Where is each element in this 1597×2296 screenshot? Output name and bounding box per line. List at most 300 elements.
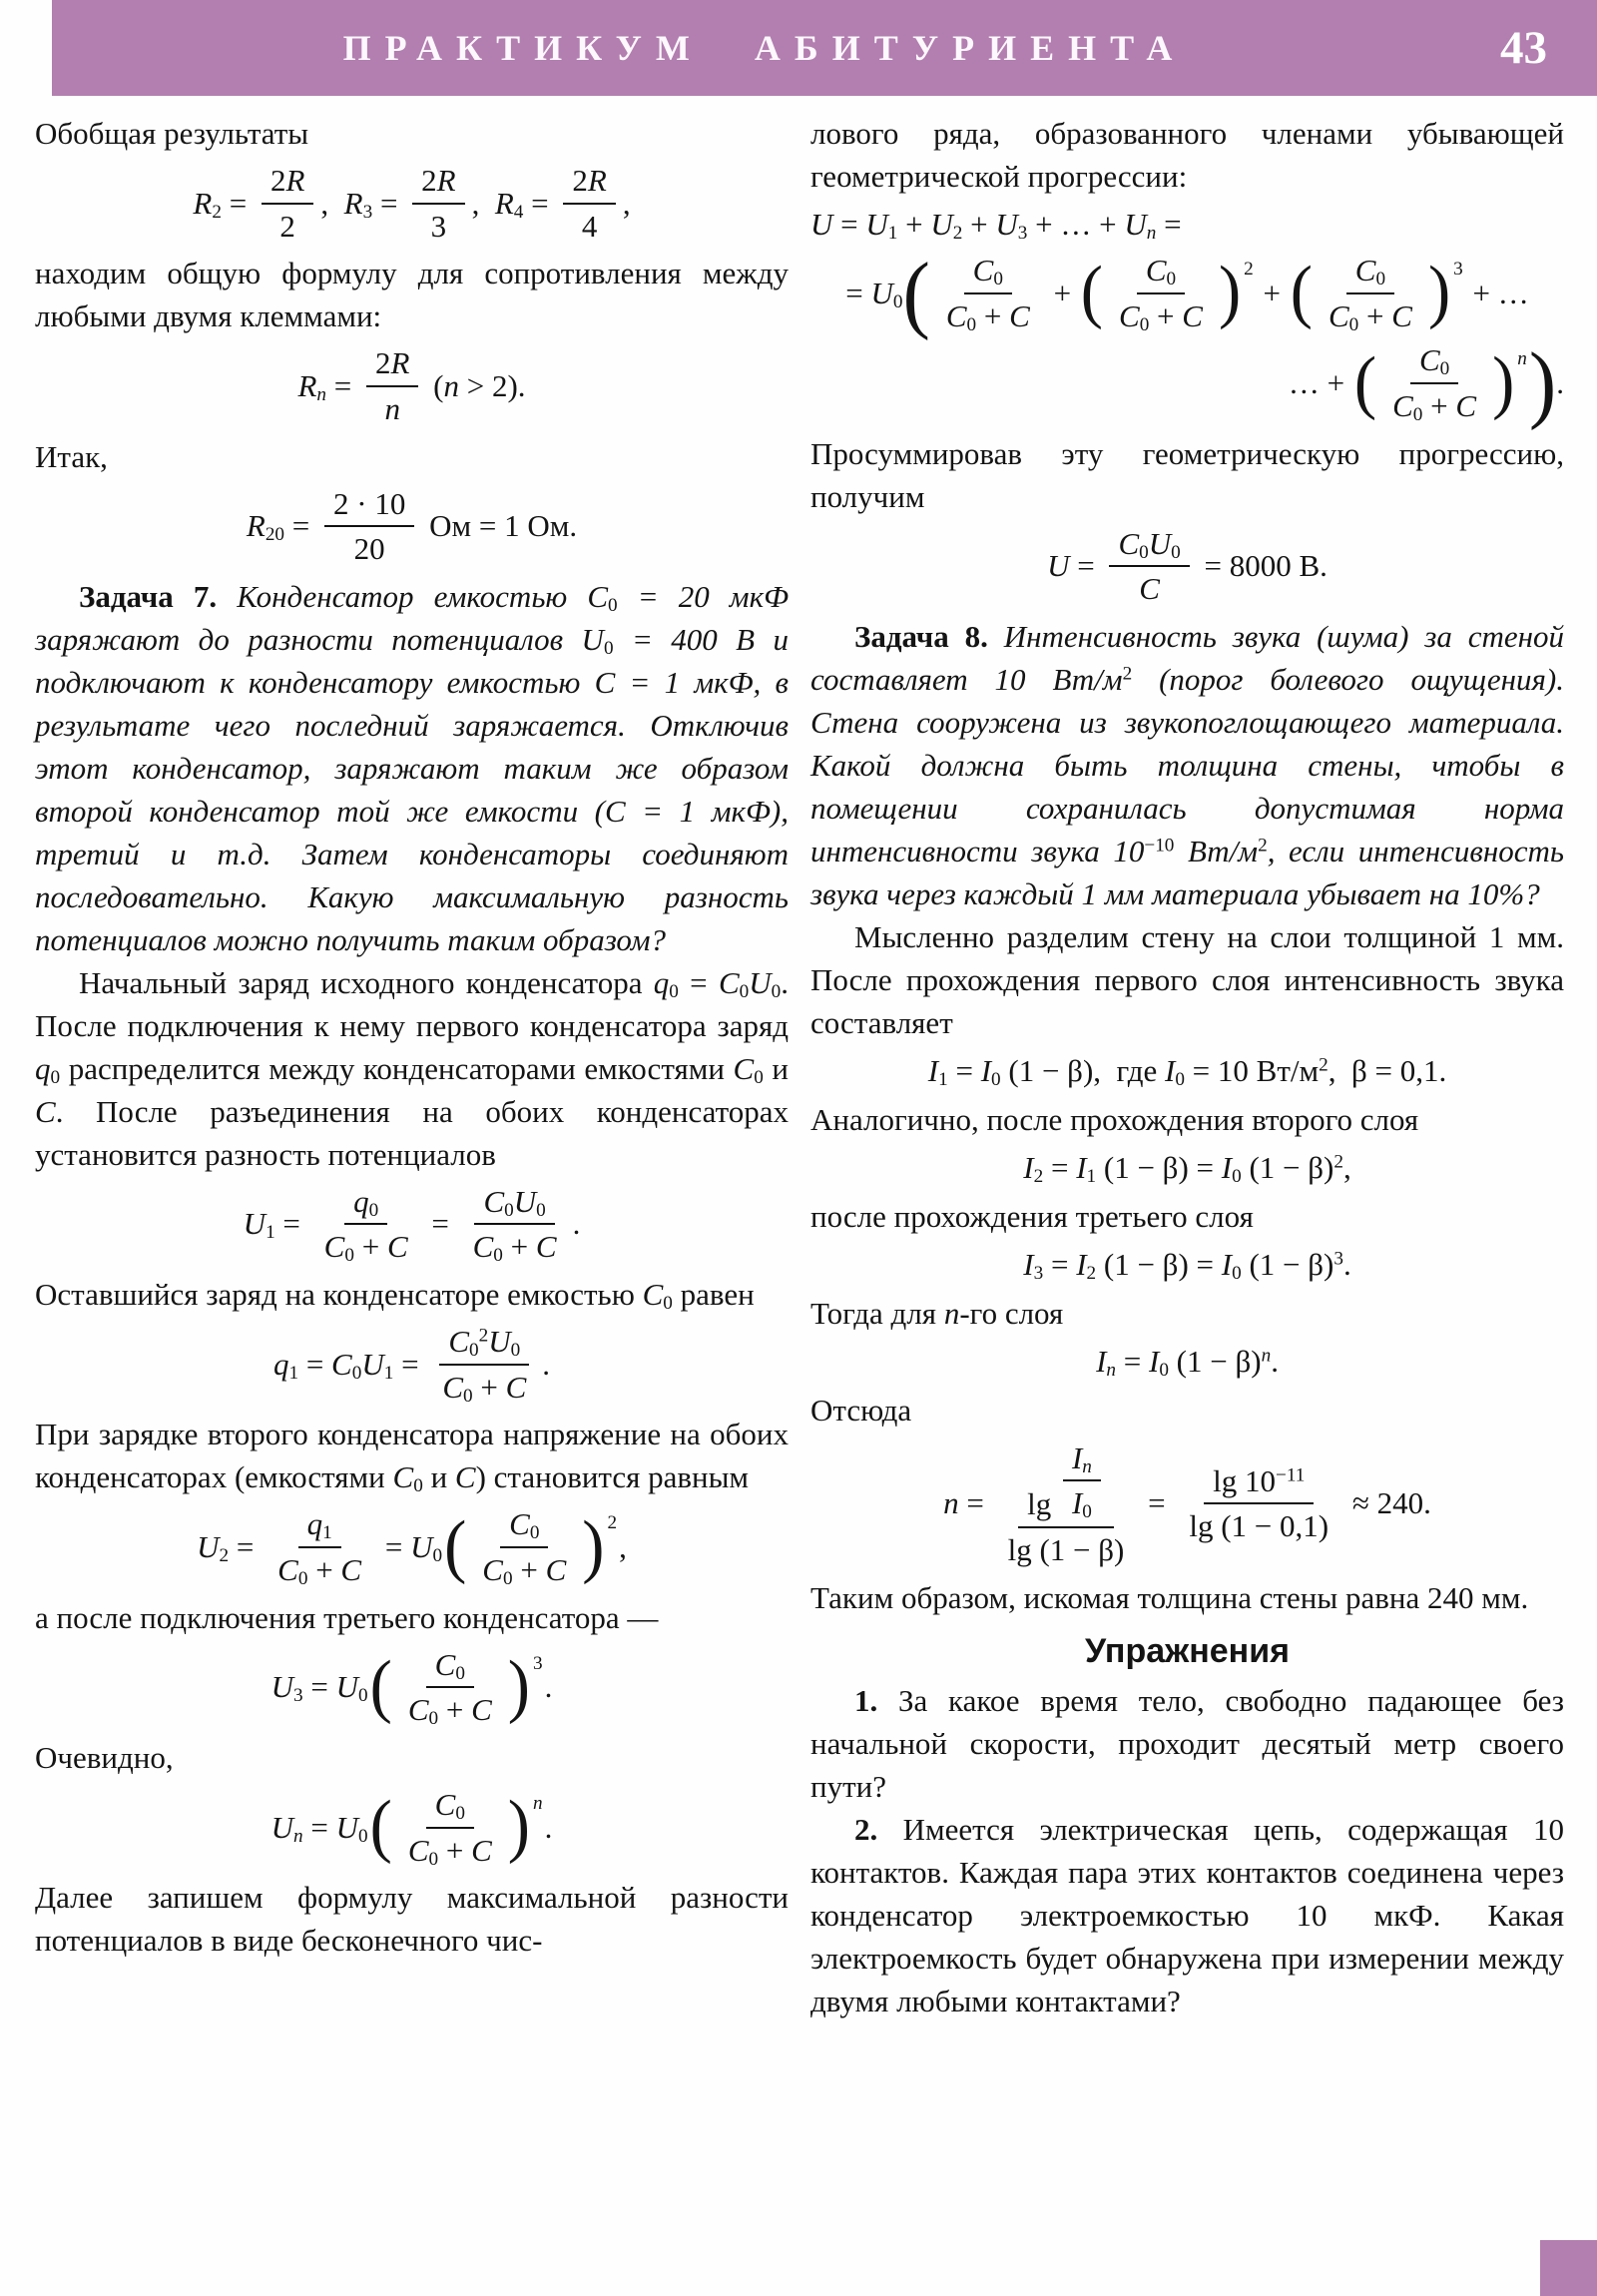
subscript: 1 [288,1362,299,1384]
text: U [581,621,604,657]
numerator [426,1786,474,1829]
text: Интенсивность звука (шума) за стеной составляет 10 [810,618,1564,697]
text: = [372,185,406,221]
subscript: 0 [358,1685,368,1707]
text: U [870,275,893,310]
exponent: 3 [533,1652,543,1674]
text: n [943,1295,960,1331]
text: I [1096,1343,1107,1379]
subscript: 2 [1086,1262,1097,1284]
text: U [410,1529,433,1565]
text: n [943,1485,959,1521]
formula-block [35,1505,789,1588]
text: + [1149,297,1183,333]
superscript: −10 [1144,835,1175,857]
text: + [502,1229,536,1265]
paragraph [810,1808,1564,2022]
text: q [306,1506,323,1542]
text: 2 [279,208,295,244]
text: R [587,163,607,198]
text: = [302,1809,336,1845]
text: = [678,964,719,1000]
text-run [973,253,1003,288]
text-run [435,1787,465,1823]
text-run [1047,546,1102,586]
text: I [1221,1149,1233,1185]
fraction [1110,252,1212,334]
paragraph [810,1389,1564,1432]
text-run [1072,1440,1092,1476]
superscript: 2 [1333,1151,1343,1173]
paragraph [810,1679,1564,1808]
text: C [1328,297,1349,333]
subscript: 2 [952,222,963,244]
text-run [810,919,1564,1040]
text: = [1156,207,1182,242]
subscript: 0 [966,313,977,335]
text: U [270,1809,294,1845]
text: + [1422,387,1456,423]
text: + [897,207,931,242]
fraction [563,162,615,245]
text: C [448,1324,470,1360]
text: (1 − β) [1241,1246,1334,1282]
corner-decoration [1540,2240,1597,2296]
text: Конденсатор емкостью [237,578,588,614]
open-paren: ( [1080,254,1103,331]
subscript: 0 [413,1475,423,1497]
fraction [999,1438,1134,1569]
text: , [1342,1149,1351,1185]
text-run [320,184,405,224]
text: . [572,1206,581,1242]
exponent: n [533,1792,543,1814]
text: U [488,1324,511,1360]
page-title: ПРАКТИКУМ АБИТУРИЕНТА [342,28,1187,68]
formula-block [810,244,1564,341]
text: = [1069,548,1103,584]
paren-group [1291,252,1463,334]
text-run [1023,1148,1350,1188]
subscript: 2 [212,201,222,223]
text: I [1023,1246,1034,1282]
formula-block [810,1342,1564,1382]
text-run [35,1277,755,1312]
text-run [810,205,1182,245]
denominator [270,205,304,246]
subscript: 0 [351,1362,362,1384]
text: lg (1 − 0,1) [1189,1508,1330,1544]
paragraph [810,915,1564,1044]
text: I [1023,1149,1034,1185]
text: = 1 мкФ, в результате чего последний заряжается. Отключив этот конденсатор, заряжают таким же образом второй конденсатор той же емкости ( [35,664,789,829]
text: = [832,207,866,242]
denominator [473,1548,575,1589]
text: C [392,1459,414,1495]
text: (порог болевого ощущения). Стена сооружена из звукопоглощающего материала. Какой должна быть толщина стены, чтобы в помещении сохранилась допустимая норма интенсивности звука 10 [810,661,1564,868]
numerator [563,162,615,205]
subscript: 0 [1139,313,1150,335]
text-run [384,391,400,427]
text-run [1344,1483,1431,1523]
text: n [384,390,400,426]
paragraph [810,112,1564,198]
text-run [197,1527,262,1567]
subscript: 0 [510,1339,521,1361]
text: C [407,1832,429,1868]
text: I [1164,1052,1176,1088]
subscript: 0 [504,1199,514,1221]
denominator [375,387,409,428]
subscript: n [1106,1359,1116,1381]
text-run [333,486,405,522]
denominator [399,1829,501,1870]
text-run [482,1552,566,1588]
subscript: 3 [1033,1262,1044,1284]
text: C [35,1093,56,1129]
formula-block [810,334,1564,431]
open-paren: ( [444,1507,467,1585]
subscript: 1 [266,1222,275,1244]
formula-block [810,1438,1564,1569]
text: R [285,163,305,198]
text: Аналогично, после прохождения второго слоя [810,1101,1419,1137]
paragraph [810,432,1564,518]
text: ) становится равным [475,1459,750,1495]
group-content [1313,252,1428,334]
text: распределится между конденсаторами емкостями [60,1050,734,1086]
superscript: 3 [1333,1248,1343,1270]
text-run [1139,571,1160,607]
text: U [335,1669,359,1705]
text-run [1140,1483,1173,1523]
text: I [1221,1246,1233,1282]
text: C [482,1552,503,1588]
subscript: 0 [991,1068,1001,1090]
text: 3 [430,208,447,244]
text: -го слоя [959,1295,1064,1331]
text: . [1271,1343,1279,1379]
text: Оставшийся заряд на конденсаторе емкостью [35,1277,643,1313]
text: = [523,185,557,221]
text: Вт/м [1052,661,1123,697]
text-run [810,1812,1564,2018]
subscript: 0 [432,1544,443,1566]
paragraph [35,1736,789,1779]
text-run [1355,253,1385,288]
text: Отсюда [810,1392,912,1428]
denominator [1320,294,1421,335]
text: C [1354,253,1376,287]
text: I [1071,1485,1083,1521]
numerator [1204,1462,1314,1505]
text: C [340,1552,362,1588]
text: + [1358,297,1392,333]
fraction [1063,1439,1101,1522]
fraction [268,1505,370,1588]
paragraph [35,961,789,1176]
text: C [1118,525,1140,561]
text: , [471,185,495,221]
text: R [494,185,514,221]
text: = [274,1206,308,1242]
text-run [377,1527,442,1567]
subscript: 20 [265,524,285,546]
text: = [229,1529,263,1565]
text-run [1289,363,1352,403]
subscript: 0 [1159,1359,1169,1381]
text: R [246,508,266,544]
text: и [763,1050,789,1086]
text: U [810,207,833,242]
text-run [442,1370,526,1406]
denominator [422,205,456,246]
text: Просуммировав эту геометрическую прогрессию, получим [810,435,1564,514]
text-run [375,345,409,381]
text: = [1043,1246,1077,1282]
subscript: 0 [502,1567,513,1589]
text: . После подключения к нему первого конденсатора заряд [35,964,790,1043]
big-paren: ( [902,244,930,341]
group-content [1376,341,1492,424]
text-run [943,1483,991,1523]
subscript: 0 [739,980,750,1002]
text: C [642,1277,664,1313]
text-run [845,274,902,313]
text: C [545,1552,567,1588]
open-paren: ( [369,1788,392,1866]
group-content [466,1505,582,1588]
text-run [324,1229,408,1265]
text-run [448,1324,520,1360]
text-run [307,1506,332,1542]
subscript: 0 [1139,541,1149,563]
numerator [500,1505,548,1548]
text: , [320,185,344,221]
text: U [361,1346,384,1382]
numerator [426,1646,474,1689]
formula-block [810,205,1564,245]
text: I [1071,1439,1083,1475]
text: > 2). [458,367,526,403]
numerator [262,162,313,205]
numerator [344,1183,387,1226]
text-run [545,1808,553,1848]
subscript: 0 [297,1567,308,1589]
formula-block [810,1051,1564,1091]
text-run [928,1051,1446,1091]
subscript: 0 [428,1848,439,1870]
denominator [315,1225,417,1266]
paragraph [810,1576,1564,1619]
text: = 1 мкФ), третий и т.д. Затем конденсаторы соединяют последовательно. Какую максимальную разность потенциалов можно получить таким образом? [35,793,789,957]
text-run [1329,298,1412,334]
superscript: −11 [1276,1464,1306,1486]
text: C [1455,387,1477,423]
text: + [976,297,1010,333]
formula-block [35,162,789,245]
text: Задача 7. [79,578,238,614]
text-run [273,1345,426,1385]
open-paren: ( [1290,254,1313,331]
paragraph [810,615,1564,915]
text: 2 [421,163,437,198]
text: U [865,207,888,242]
text: = [958,1485,992,1521]
fraction [324,485,414,568]
text: . После разъединения на обоих конденсаторах установится разность потенциалов [35,1093,789,1172]
text: и [422,1459,455,1495]
text: = [221,185,255,221]
text: U [749,964,772,1000]
text: C [718,964,740,1000]
text: R [297,367,317,403]
subscript: 0 [455,1802,465,1824]
subscript: n [293,1825,303,1847]
text-run [354,531,385,567]
subscript: 3 [1017,222,1028,244]
text: C [604,793,626,829]
close-paren: ) [507,1647,530,1726]
paren-group [1081,252,1254,334]
text: При зарядке второго конденсатора напряжение на обоих конденсаторах (емкостями [35,1417,789,1495]
close-paren: ) [1427,254,1451,331]
text: C [1009,297,1030,333]
exponent: 2 [607,1512,618,1534]
text-run [277,1552,361,1588]
subscript: 0 [1412,403,1423,425]
subscript: 0 [603,637,614,659]
text: = [393,1346,427,1382]
denominator [268,1548,370,1589]
subscript: 0 [463,1385,473,1407]
text: C [277,1552,298,1588]
subscript: 0 [669,980,679,1002]
text: I [927,1052,939,1088]
paragraph [35,1273,789,1316]
text-run [1256,274,1289,313]
text-run [810,1199,1254,1234]
text-run [35,965,789,1172]
fraction [1383,341,1485,424]
text-run [810,1296,1063,1331]
subscript: 1 [887,222,898,244]
text: (1 − β) [1241,1149,1334,1185]
text-run [271,1667,368,1707]
text: q [353,1183,369,1219]
text: U [1047,548,1070,584]
text: после прохождения третьего слоя [810,1198,1254,1234]
denominator [999,1528,1134,1569]
text-run [424,1204,457,1244]
text: C [442,1369,464,1405]
text: + [438,1832,472,1868]
denominator [433,1366,535,1407]
text: 20 [353,531,385,567]
denominator [345,527,394,568]
text: ≈ 240. [1344,1485,1431,1521]
formula-block [35,1786,789,1869]
text: C [434,1646,456,1682]
text: , [622,185,631,221]
fraction [1320,252,1421,334]
text-run [1023,1245,1350,1285]
text: + [472,1369,506,1405]
subscript: 0 [1082,1501,1092,1523]
text-run [946,298,1030,334]
content [35,112,1564,2022]
paren-group [1354,341,1527,424]
subscript: 1 [383,1362,394,1384]
paragraph [810,1195,1564,1238]
text: (1 − β) = [1096,1149,1222,1185]
text-run [408,1833,492,1869]
denominator [1383,384,1485,425]
paragraph [35,1413,789,1498]
denominator [1180,1504,1337,1545]
subscript: 0 [663,1292,673,1314]
text: , если интенсивность звука через каждый 1 мм материала убывает на 10%? [810,833,1564,911]
text: 2 [572,163,588,198]
subscript: 0 [1232,1262,1242,1284]
text-run [1419,342,1449,378]
text: За какое время тело, свободно падающее без начальной скорости, проходит десятый метр своего пути? [810,1682,1565,1804]
left-column [35,112,789,2022]
text-run [810,116,1564,194]
text-run [1197,546,1328,586]
paragraph [810,1098,1564,1141]
text-run [545,1667,553,1707]
text: + [512,1552,546,1588]
text: Имеется электрическая цепь, содержащая 10 контактов. Каждая пара этих контактов соединена через конденсатор электроемкостью 10 мкФ. Какая электроемкость будет обнаружена при измерении между двумя любыми контактами? [810,1811,1564,2018]
fraction [937,252,1039,334]
subscript: 0 [428,1708,439,1730]
superscript: 2 [1258,835,1268,857]
text-run [270,163,304,199]
text-run [582,209,598,245]
fraction [433,1323,535,1406]
text: = [284,508,318,544]
text-run [1072,1485,1092,1521]
text-run [542,1345,550,1385]
text: n [443,367,459,403]
text: C [972,253,994,287]
numerator [366,344,418,387]
fraction [464,1183,566,1266]
text-run [619,1527,627,1567]
text: U [513,1183,537,1219]
text-run [353,1184,378,1220]
text: C [323,1229,345,1265]
numerator [1018,1438,1114,1528]
text-run [473,1229,557,1265]
text: = [423,1206,457,1242]
subscript: 0 [1439,358,1450,380]
text: + [1255,275,1289,310]
subscript: 0 [1375,268,1386,289]
text: 2. [854,1811,903,1847]
numerator [439,1323,529,1366]
text: + [353,1229,387,1265]
text: C [733,1050,755,1086]
text-run [1556,363,1564,403]
header-bar [52,0,1597,96]
denominator [573,205,607,246]
subscript: 0 [469,1339,479,1361]
text: lg (1 − β) [1007,1532,1125,1568]
text: = [947,1052,981,1088]
denominator [1130,567,1169,608]
